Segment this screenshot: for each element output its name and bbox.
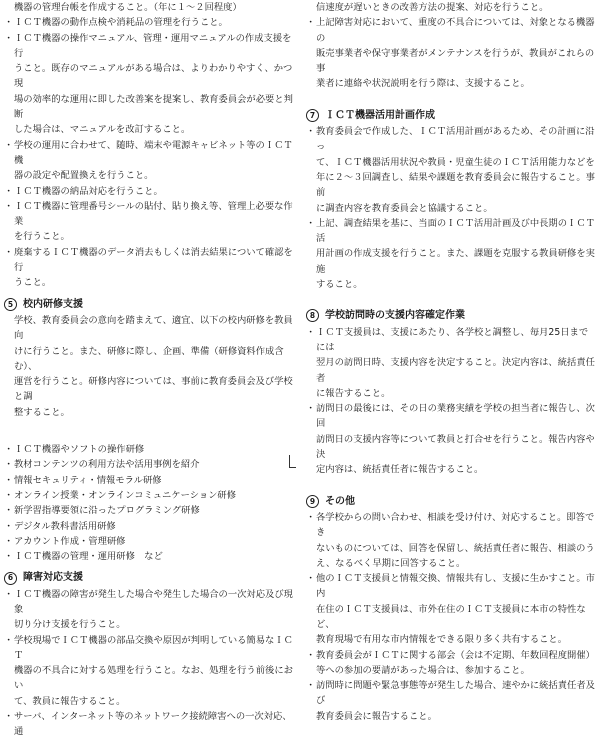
list-item: 信速度が遅いときの改善方法の提案、対応を行うこと。 <box>316 2 549 13</box>
list-item: ・ アカウント作成・管理研修 <box>4 534 294 549</box>
left-column <box>4 0 294 740</box>
section-heading-9 <box>306 494 596 509</box>
list-item: ・ ＩＣＴ機器の操作マニュアル、管理・運用マニュアルの作成支援を行 うこと。既存のマニュアルがある場合は、よりわかりやすく、かつ現 場の効率的な運用に即した改善案を提案し、教育委員会が必要と判断 した場合は、マニュアルを改訂すること。 <box>4 31 294 138</box>
list-item: ・ 上記、調査結果を基に、当面のＩＣＴ活用計画及び中長期のＩＣＴ活 用計画の作成支援を行うこと。また、課題を克服する教員研修を実施 すること。 <box>306 216 596 292</box>
list-item: ・ 他のＩＣＴ支援員と情報交換、情報共有し、支援に生かすこと。市内 在住のＩＣＴ支援員は、市外在住のＩＣＴ支援員に本市の特性など、 教育現場で有用な市内情報をできる限り多く共有すること。 <box>306 571 596 647</box>
section-number: 7 <box>306 109 319 122</box>
section-title: 学校訪問時の支援内容確定作業 <box>325 310 465 322</box>
list-item: ・ ＩＣＴ支援員は、支援にあたり、各学校と調整し、毎月25日までには 翌月の訪問日時、支援内容を決定すること。決定内容は、統括責任者 に報告すること。 <box>306 325 596 401</box>
section-title: 障害対応支援 <box>23 572 83 584</box>
visit-list <box>306 325 596 478</box>
plan-list <box>306 124 596 292</box>
section-paragraph: 学校、教育委員会の意向を踏まえて、適宜、以下の校内研修を教員向 けに行うこと。また、研修に際し、企画、準備（研修資料作成含む）、 運営を行うこと。研修内容については、事前に教育委員会及び学校と調 整すること。 <box>14 314 293 418</box>
list-item: ・ ＩＣＴ機器やソフトの操作研修 <box>4 442 294 457</box>
list-item: ・ 学校の運用に合わせて、随時、端末や電源キャビネット等のＩＣＴ機 器の設定や配置換えを行うこと。 <box>4 138 294 184</box>
section-title: ＩＣＴ機器活用計画作成 <box>325 109 435 121</box>
section-heading-7 <box>306 108 596 123</box>
list-item: ・ 訪問時に問題や緊急事態等が発生した場合、速やかに統括責任者及び 教育委員会に報告すること。 <box>306 678 596 724</box>
list-item: ・ 教育委員会がＩＣＴに関する部会（会は不定期、年数回程度開催） 等への参加の要請があった場合は、参加すること。 <box>306 648 596 679</box>
list-item: ・ 各学校からの問い合わせ、相談を受け付け、対応すること。即答でき ないものについては、回答を保留し、統括責任者に報告、相談のう え、なるべく早期に回答すること。 <box>306 510 596 571</box>
trouble-list <box>4 587 294 740</box>
list-item: ・ ＩＣＴ機器の障害が発生した場合や発生した場合の一次対応及び現象 切り分け支援を行うこと。 <box>4 587 294 633</box>
list-item: ・ ＩＣＴ機器の動作点検や消耗品の管理を行うこと。 <box>4 15 294 30</box>
list-item: ・ 情報セキュリティ・情報モラル研修 <box>4 473 294 488</box>
section-number: 8 <box>306 309 319 322</box>
list-item: ・ 学校現場でＩＣＴ機器の部品交換や原因が判明している簡易なＩＣＴ 機器の不具合に対する処理を行うこと。なお、処理を行う前後におい て、教員に報告すること。 <box>4 633 294 709</box>
list-item: ・ ＩＣＴ機器に管理番号シールの貼付、貼り換え等、管理上必要な作業 を行うこと。 <box>4 199 294 245</box>
list-item: ・ ＩＣＴ機器の管理・運用研修 など <box>4 549 294 564</box>
list-item: ・ 上記障害対応において、重度の不具合については、対象となる機器の 販売事業者や保守事業者がメンテナンスを行うが、教員がこれらの事 業者に連絡や状況説明を行う際は、支援すること。 <box>306 15 596 91</box>
list-item: ・ 新学習指導要領に沿ったプログラミング研修 <box>4 503 294 518</box>
section-title: 校内研修支援 <box>23 298 83 310</box>
section-number: 9 <box>306 495 319 508</box>
other-list <box>306 510 596 724</box>
list-item: ・ オンライン授業・オンラインコミュニケーション研修 <box>4 488 294 503</box>
section-number: 6 <box>4 572 17 585</box>
section-title: その他 <box>325 495 355 507</box>
left-intro-list <box>4 0 294 291</box>
training-list <box>4 442 294 564</box>
right-intro-list <box>306 0 596 92</box>
list-item: ・ デジタル教科書活用研修 <box>4 519 294 534</box>
list-item: 機器の管理台帳を作成すること。（年に１～２回程度） <box>14 2 242 13</box>
list-item: ・ 訪問日の最後には、その日の業務実績を学校の担当者に報告し、次回 訪問日の支援内容等について教員と打合せを行うこと。報告内容や決 定内容は、統括責任者に報告すること。 <box>306 401 596 477</box>
list-item: ・ ＩＣＴ機器の納品対応を行うこと。 <box>4 184 294 199</box>
list-item: ・ サーバ、インターネット等のネットワーク接続障害への一次対応、通 <box>4 709 294 740</box>
list-item: ・ 廃棄するＩＣＴ機器のデータ消去もしくは消去結果について確認を行 うこと。 <box>4 245 294 291</box>
section-heading-8 <box>306 308 596 323</box>
list-item: ・ 教育委員会で作成した、ＩＣＴ活用計画があるため、その計画に沿っ て、ＩＣＴ機器活用状況や教員・児童生徒のＩＣＴ活用能力などを 年に２～３回調査し、結果や課題を教育委員会に報告すること。事前 に調査内容を教育委員会と協議すること。 <box>306 124 596 216</box>
list-item: ・ 教材コンテンツの利用方法や活用事例を紹介 <box>4 457 294 472</box>
section-heading-5 <box>4 297 294 312</box>
text-cursor-icon <box>289 455 296 468</box>
section-heading-6 <box>4 570 294 585</box>
right-column <box>306 0 596 724</box>
section-number: 5 <box>4 298 17 311</box>
